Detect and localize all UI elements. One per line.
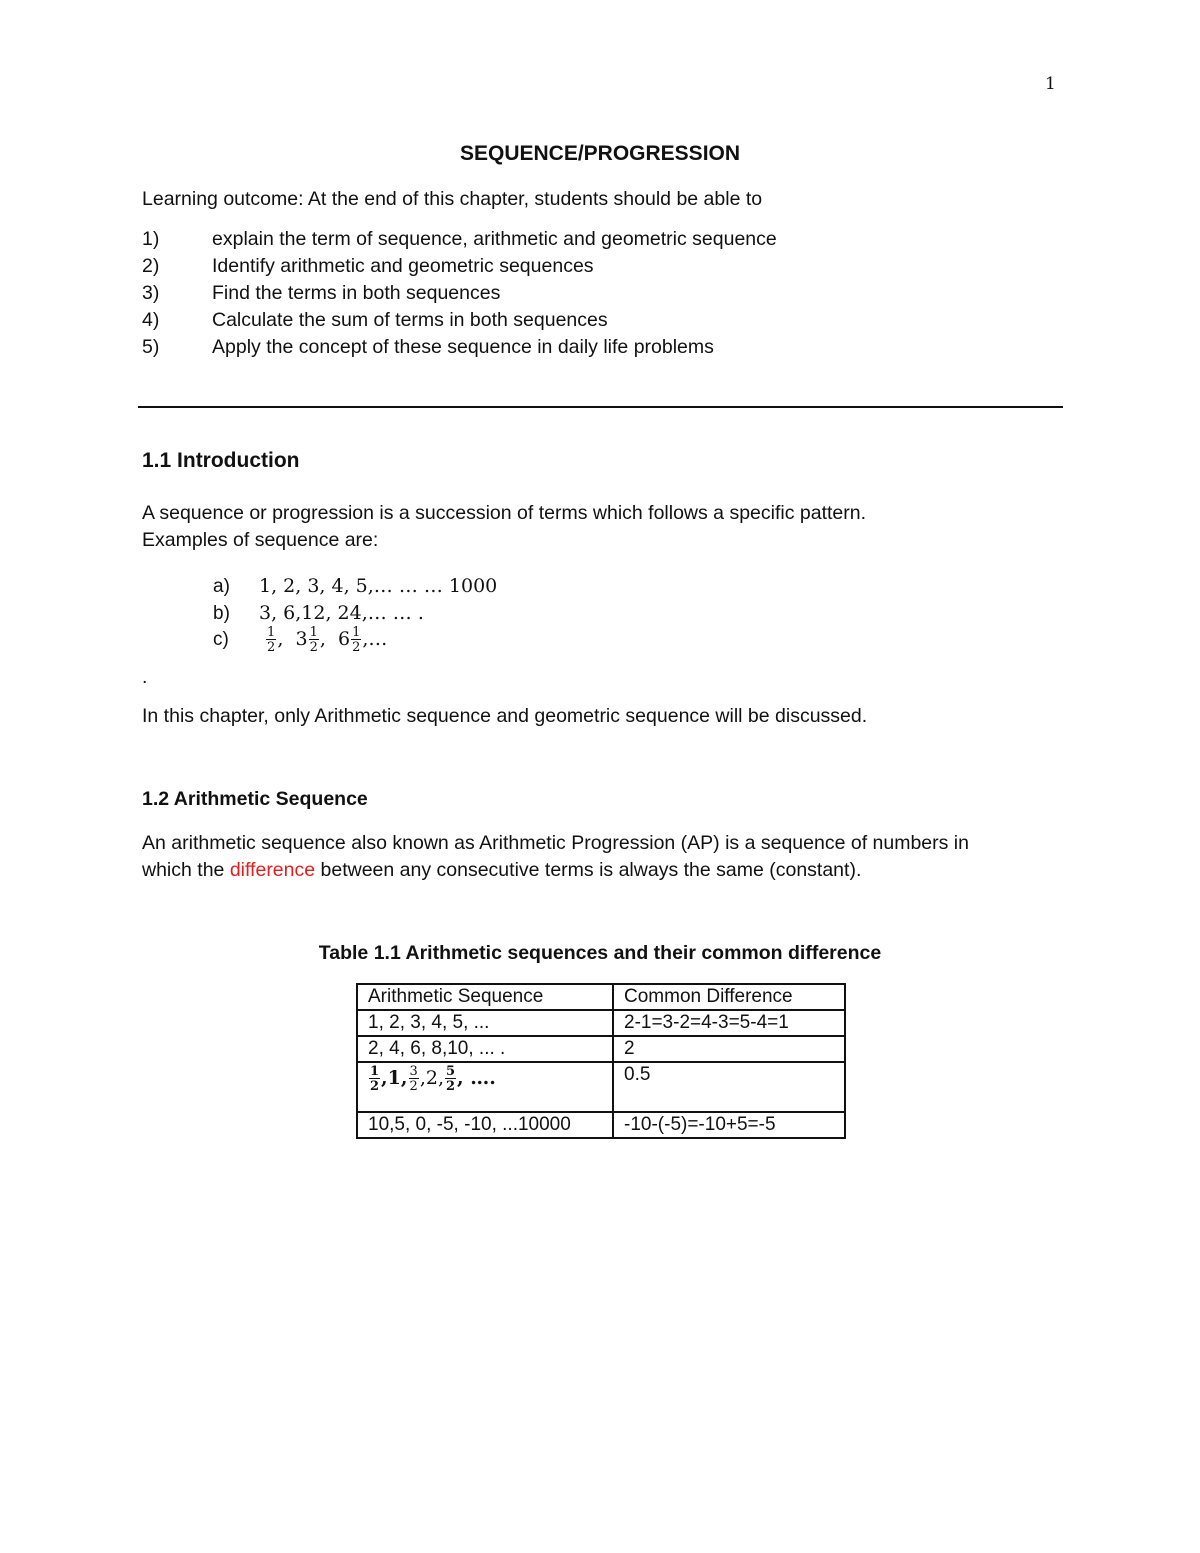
arith-definition-line1: An arithmetic sequence also known as Arithmetic Progression (AP) is a sequence of numbers in	[142, 832, 969, 854]
list-text: explain the term of sequence, arithmetic and geometric sequence	[212, 228, 777, 250]
list-item	[142, 309, 608, 336]
table-row	[357, 1010, 845, 1036]
learning-outcome-intro: Learning outcome: At the end of this chapter, students should be able to	[142, 188, 763, 210]
example-label: b)	[213, 603, 230, 624]
table-caption: Table 1.1 Arithmetic sequences and their common difference	[318, 942, 882, 964]
sequence-table	[356, 983, 846, 1139]
example-c	[213, 626, 387, 653]
table-cell: 10,5, 0, -5, -10, ...10000	[357, 1112, 613, 1138]
intro-closing: In this chapter, only Arithmetic sequence and geometric sequence will be discussed.	[142, 705, 868, 727]
list-number: 3)	[142, 282, 160, 304]
example-b	[213, 602, 424, 629]
table-cell: -10-(-5)=-10+5=-5	[613, 1112, 845, 1138]
intro-examples-lead: Examples of sequence are:	[142, 529, 379, 551]
table-cell: 0.5	[613, 1062, 845, 1112]
fraction: $\frac{3}{2}$	[409, 1064, 418, 1094]
list-item	[142, 336, 714, 363]
list-text: Find the terms in both sequences	[212, 282, 501, 304]
example-a	[213, 575, 497, 602]
table-row	[357, 1036, 845, 1062]
list-item	[142, 228, 777, 255]
list-item	[142, 255, 594, 282]
list-text: Calculate the sum of terms in both sequences	[212, 309, 608, 331]
fraction: $\frac{1}{2}$	[370, 1064, 380, 1094]
example-b-sequence: 3, 6,12, 24,… … .	[259, 602, 424, 624]
stray-dot: .	[142, 666, 148, 688]
column-header: Common Difference	[613, 984, 845, 1010]
example-a-sequence: 1, 2, 3, 4, 5,… … … 1000	[259, 575, 498, 597]
arith-heading: 1.2 Arithmetic Sequence	[142, 788, 368, 810]
fraction: $\frac{1}{2}$	[352, 625, 361, 655]
fraction: $\frac{5}{2}$	[446, 1064, 456, 1094]
list-number: 1)	[142, 228, 160, 250]
section-divider	[138, 406, 1063, 408]
fraction: $\frac{1}{2}$	[309, 625, 318, 655]
intro-heading: 1.1 Introduction	[142, 449, 300, 472]
table-row	[357, 1062, 845, 1112]
table-cell: $\frac{1}{2}$ ,1, $\frac{3}{2}$ ,2, $\frac{5}{2}$ , ….	[357, 1062, 613, 1112]
example-c-sequence: $\frac{1}{2}$ , 3 $\frac{1}{2}$ , 6 $\frac{1}{2}$ ,…	[267, 625, 388, 655]
emphasis-difference: difference	[229, 859, 316, 881]
table-cell: 2	[613, 1036, 845, 1062]
list-number: 5)	[142, 336, 160, 358]
page-title: SEQUENCE/PROGRESSION	[459, 142, 741, 165]
table-row	[357, 1112, 845, 1138]
list-text: Apply the concept of these sequence in daily life problems	[212, 336, 714, 358]
list-item	[142, 282, 500, 309]
table-header-row	[357, 984, 845, 1010]
example-label: a)	[213, 576, 230, 597]
table-cell: 2-1=3-2=4-3=5-4=1	[613, 1010, 845, 1036]
column-header: Arithmetic Sequence	[357, 984, 613, 1010]
page-number: 1	[1045, 74, 1056, 94]
list-number: 4)	[142, 309, 160, 331]
list-text: Identify arithmetic and geometric sequences	[212, 255, 594, 277]
arith-definition-line2: which the difference between any consecutive terms is always the same (constant).	[142, 859, 862, 881]
fraction: $\frac{1}{2}$	[267, 625, 276, 655]
example-label: c)	[213, 629, 229, 650]
table-cell: 2, 4, 6, 8,10, ... .	[357, 1036, 613, 1062]
list-number: 2)	[142, 255, 160, 277]
table-cell: 1, 2, 3, 4, 5, ...	[357, 1010, 613, 1036]
intro-definition: A sequence or progression is a succession of terms which follows a specific pattern.	[142, 502, 867, 524]
